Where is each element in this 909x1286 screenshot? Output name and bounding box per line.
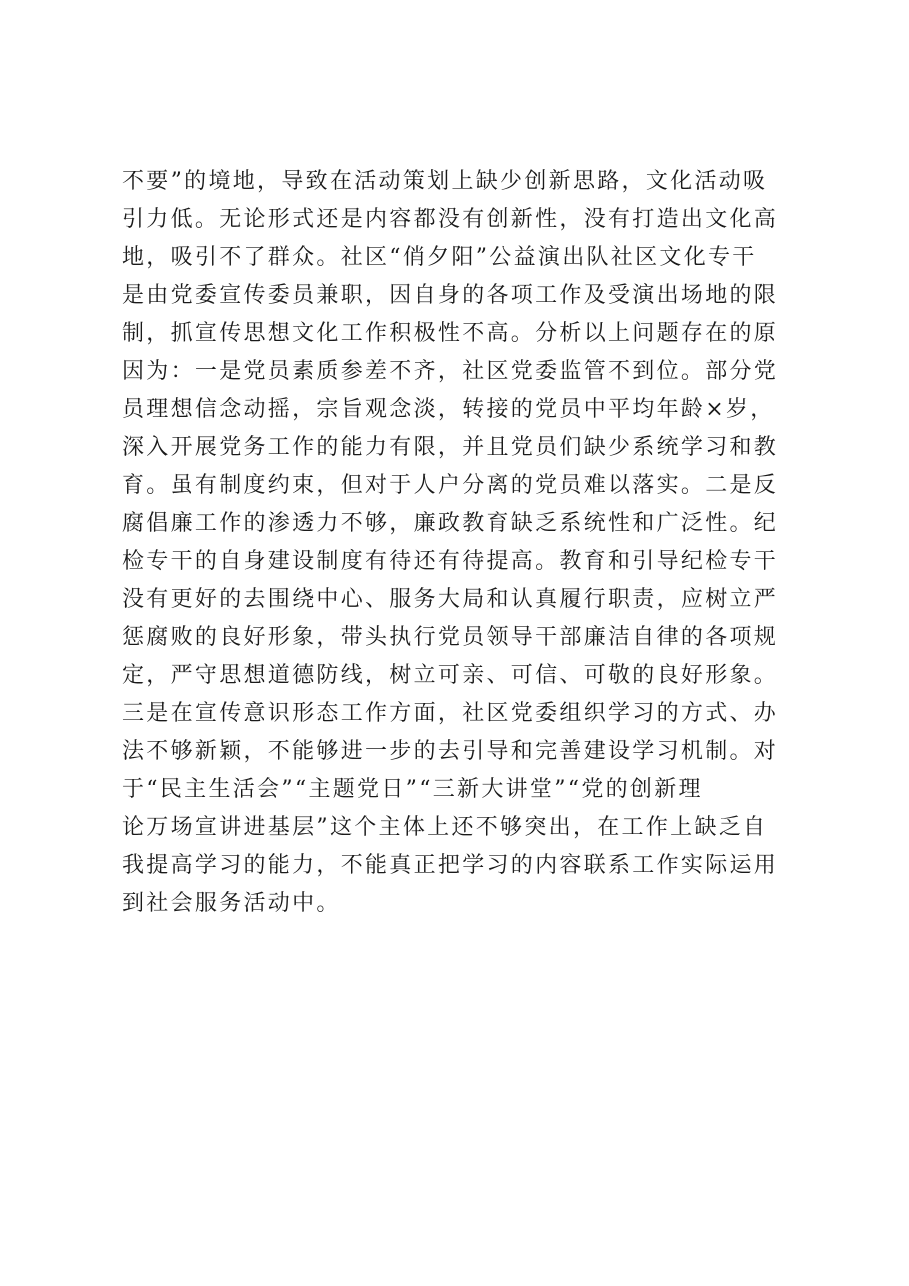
document-body bbox=[122, 163, 802, 923]
text-line: 引力低。无论形式还是内容都没有创新性，没有打造出文化高 bbox=[122, 207, 779, 232]
text-line: 是由党委宣传委员兼职，因自身的各项工作及受演出场地的限 bbox=[122, 283, 779, 308]
text-line: 检专干的自身建设制度有待还有待提高。教育和引导纪检专干 bbox=[122, 549, 779, 574]
text-line: 员理想信念动摇，宗旨观念淡，转接的党员中平均年龄×岁， bbox=[122, 397, 775, 422]
text-line: 论万场宣讲进基层”这个主体上还不够突出，在工作上缺乏自 bbox=[122, 815, 768, 840]
text-line: 到社会服务活动中。 bbox=[122, 891, 341, 916]
text-line: 定，严守思想道德防线，树立可亲、可信、可敬的良好形象。 bbox=[122, 663, 779, 688]
text-line: 三是在宣传意识形态工作方面，社区党委组织学习的方式、办 bbox=[122, 701, 779, 726]
text-line: 深入开展党务工作的能力有限，并且党员们缺少系统学习和教 bbox=[122, 435, 779, 460]
text-line: 没有更好的去围绕中心、服务大局和认真履行职责，应树立严 bbox=[122, 587, 779, 612]
text-line: 地，吸引不了群众。社区“俏夕阳”公益演出队社区文化专干 bbox=[122, 245, 757, 270]
text-line: 育。虽有制度约束，但对于人户分离的党员难以落实。二是反 bbox=[122, 473, 779, 498]
text-line: 法不够新颖，不能够进一步的去引导和完善建设学习机制。对 bbox=[122, 739, 779, 764]
text-line: 因为：一是党员素质参差不齐，社区党委监管不到位。部分党 bbox=[122, 359, 779, 384]
text-line: 我提高学习的能力，不能真正把学习的内容联系工作实际运用 bbox=[122, 853, 779, 878]
text-line: 腐倡廉工作的渗透力不够，廉政教育缺乏系统性和广泛性。纪 bbox=[122, 511, 779, 536]
text-line: 制，抓宣传思想文化工作积极性不高。分析以上问题存在的原 bbox=[122, 321, 779, 346]
text-line: 惩腐败的良好形象，带头执行党员领导干部廉洁自律的各项规 bbox=[122, 625, 779, 650]
text-line: 不要”的境地，导致在活动策划上缺少创新思路，文化活动吸 bbox=[122, 169, 768, 194]
text-line: 于“民主生活会”“主题党日”“三新大讲堂”“党的创新理 bbox=[122, 777, 703, 802]
